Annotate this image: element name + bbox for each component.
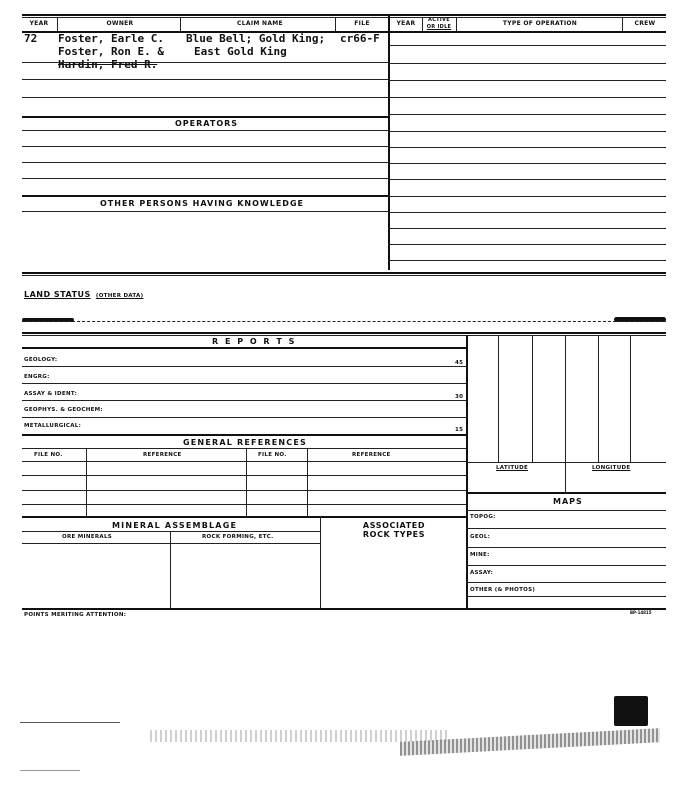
gr-col-reference-1: REFERENCE (143, 452, 182, 458)
land-status-sublabel: (OTHER DATA) (95, 293, 144, 299)
record-owner-3: Hardin, Fred R. (58, 58, 158, 71)
gr-col-file-no-2: FILE NO. (258, 452, 287, 458)
record-file: cr66-F (340, 32, 380, 45)
header-file: FILE (354, 20, 370, 27)
general-references-title: GENERAL REFERENCES (183, 438, 307, 447)
report-assay-num: 30 (455, 394, 464, 400)
land-status-title (24, 282, 143, 301)
header-active-or-idle (422, 17, 456, 31)
points-meriting-attention: POINTS MERITING ATTENTION: (24, 612, 127, 618)
scan-dark-block (614, 696, 648, 726)
header-claim-name: CLAIM NAME (237, 20, 283, 27)
record-claim-1: Blue Bell; Gold King; (186, 32, 326, 45)
col-rock-forming: ROCK FORMING, ETC. (202, 534, 274, 540)
report-geology-num: 45 (455, 360, 464, 366)
form-code: BP-14815 (630, 610, 652, 615)
report-engrg: ENGRG: (24, 374, 50, 380)
other-persons-title: OTHER PERSONS HAVING KNOWLEDGE (100, 199, 304, 208)
longitude-label: LONGITUDE (592, 465, 631, 471)
header-owner: OWNER (106, 20, 134, 27)
map-mine: MINE: (470, 552, 490, 558)
report-metallurgical: METALLURGICAL: (24, 423, 82, 429)
record-claim-2: East Gold King (194, 45, 287, 58)
map-geol: GEOL: (470, 534, 491, 540)
header-crew: CREW (634, 20, 656, 27)
gr-col-reference-2: REFERENCE (352, 452, 391, 458)
associated-rock-types-title: ASSOCIATED ROCK TYPES (362, 521, 426, 539)
header-year-2: YEAR (396, 20, 416, 27)
reports-title: R E P O R T S (212, 337, 297, 346)
header-type-of-operation: TYPE OF OPERATION (502, 20, 578, 27)
scan-noise-1 (20, 722, 120, 723)
record-owner-2: Foster, Ron E. & (58, 45, 164, 58)
latitude-label: LATITUDE (496, 465, 529, 471)
maps-title: MAPS (553, 497, 583, 506)
report-metallurgical-num: 15 (455, 427, 464, 433)
map-topog: TOPOG: (470, 514, 496, 520)
report-assay: ASSAY & IDENT: (24, 391, 78, 397)
operators-title: OPERATORS (175, 119, 239, 128)
record-owner-1: Foster, Earle C. (58, 32, 164, 45)
header-year: YEAR (29, 20, 49, 27)
mineral-assemblage-title: MINERAL ASSEMBLAGE (112, 521, 238, 530)
land-status-label: LAND STATUS (24, 290, 91, 299)
map-assay: ASSAY: (470, 570, 494, 576)
report-geology: GEOLOGY: (24, 357, 58, 363)
col-ore-minerals: ORE MINERALS (62, 534, 113, 540)
map-other: OTHER (& PHOTOS) (470, 587, 536, 593)
record-year: 72 (24, 32, 38, 45)
report-geophys: GEOPHYS. & GEOCHEM: (24, 407, 103, 413)
scan-noise-2 (150, 730, 450, 742)
scan-noise-4 (20, 770, 80, 771)
header-active: ACTIVE (428, 17, 450, 23)
gr-col-file-no-1: FILE NO. (34, 452, 63, 458)
header-or-idle: OR IDLE (426, 24, 452, 30)
